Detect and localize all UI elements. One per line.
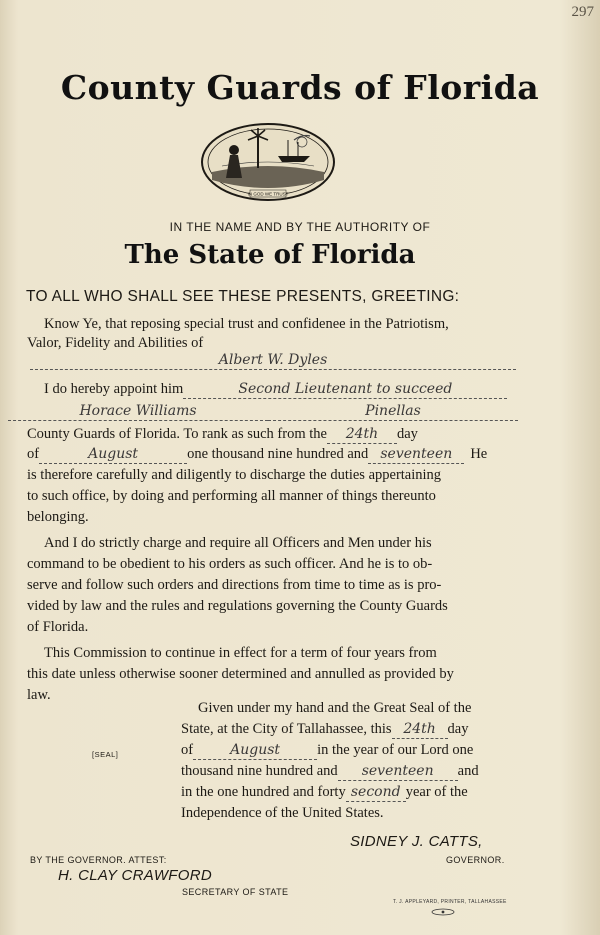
body-line-8: belonging.	[27, 509, 89, 525]
appoint-line	[44, 379, 507, 399]
governor-name: SIDNEY J. CATTS,	[350, 833, 483, 850]
para2-line-1: And I do strictly charge and require all Officers and Men under his	[44, 535, 432, 551]
body-line-6: is therefore carefully and diligently to discharge the duties appertaining	[27, 467, 442, 483]
appointee-name-field: Albert W. Dyles	[30, 352, 516, 370]
given-month-field: August	[193, 742, 317, 760]
forty-label: in the one hundred and forty	[181, 784, 346, 800]
given-day-field: 24th	[392, 721, 448, 739]
given-line-4	[181, 761, 479, 781]
para2-line-2: command to be obedient to his orders as such officer. And he is to ob-	[27, 556, 433, 572]
rank-month-field: August	[39, 446, 187, 464]
para3-line-3: law.	[27, 687, 51, 703]
state-title: The State of Florida	[124, 240, 416, 270]
of-label: of	[27, 446, 40, 462]
and-label: and	[457, 763, 479, 779]
para3-line-2: this date unless otherwise sooner determined and annulled as provided by	[27, 666, 454, 682]
rank-date-line	[27, 424, 418, 444]
body-line-7: to such office, by doing and performing all manner of things thereunto	[27, 488, 436, 504]
given-line-1: Given under my hand and the Great Seal of the	[198, 700, 472, 716]
secretary-title: SECRETARY OF STATE	[182, 887, 289, 897]
body-line-2: Valor, Fidelity and Abilities of	[27, 335, 204, 351]
seal-motto: IN GOD WE TRUST	[247, 191, 289, 197]
given-line-6: Independence of the United States.	[181, 805, 384, 821]
state-seal-emblem	[198, 120, 338, 204]
rank-from-label: County Guards of Florida. To rank as such from the	[27, 426, 327, 442]
independence-year-field: second	[346, 784, 406, 802]
rank-field: Second Lieutenant to succeed	[183, 381, 507, 399]
para2-line-4: vided by law and the rules and regulations governing the County Guards	[27, 598, 448, 614]
name-line	[30, 350, 516, 370]
year-of-label: year of the	[405, 784, 468, 800]
predecessor-line	[8, 401, 518, 421]
predecessor-field: Horace Williams	[8, 403, 268, 421]
rank-month-line	[27, 444, 487, 464]
given-day-label: day	[447, 721, 469, 737]
para3-line-1: This Commission to continue in effect for a term of four years from	[44, 645, 437, 661]
body-line-1: Know Ye, that reposing special trust and confidenee in the Patriotism,	[44, 316, 449, 332]
printer-ornament-icon	[430, 908, 456, 916]
authority-line: IN THE NAME AND BY THE AUTHORITY OF	[169, 220, 431, 234]
given-year-field: seventeen	[338, 763, 458, 781]
day-label: day	[396, 426, 418, 442]
lord-label: in the year of our Lord one	[317, 742, 474, 758]
printer-imprint: T. J. APPLEYARD, PRINTER, TALLAHASSEE	[393, 899, 507, 905]
attest-label: BY THE GOVERNOR. ATTEST:	[30, 855, 167, 865]
given-of-label: of	[181, 742, 194, 758]
he-label: He	[470, 446, 488, 462]
para2-line-3: serve and follow such orders and directions from time to time as is pro-	[27, 577, 442, 593]
thousand-label: thousand nine hundred and	[181, 763, 338, 779]
page-number: 297	[571, 4, 594, 20]
county-field: Pinellas	[268, 403, 518, 421]
given-line-5	[181, 782, 468, 802]
seal-label: [SEAL]	[92, 750, 119, 759]
given-line-2	[181, 719, 468, 739]
para2-line-5: of Florida.	[27, 619, 89, 635]
secretary-name: H. CLAY CRAWFORD	[58, 867, 212, 884]
governor-title: GOVERNOR.	[446, 855, 505, 865]
given-line-3	[181, 740, 473, 760]
given-city-label: State, at the City of Tallahassee, this	[181, 721, 392, 737]
year-label: one thousand nine hundred and	[187, 446, 369, 462]
rank-day-field: 24th	[327, 426, 397, 444]
greeting-line: TO ALL WHO SHALL SEE THESE PRESENTS, GREETING:	[26, 288, 460, 305]
rank-year-field: seventeen	[368, 446, 464, 464]
document-title: County Guards of Florida	[60, 68, 540, 107]
appoint-label: I do hereby appoint him	[44, 381, 184, 397]
